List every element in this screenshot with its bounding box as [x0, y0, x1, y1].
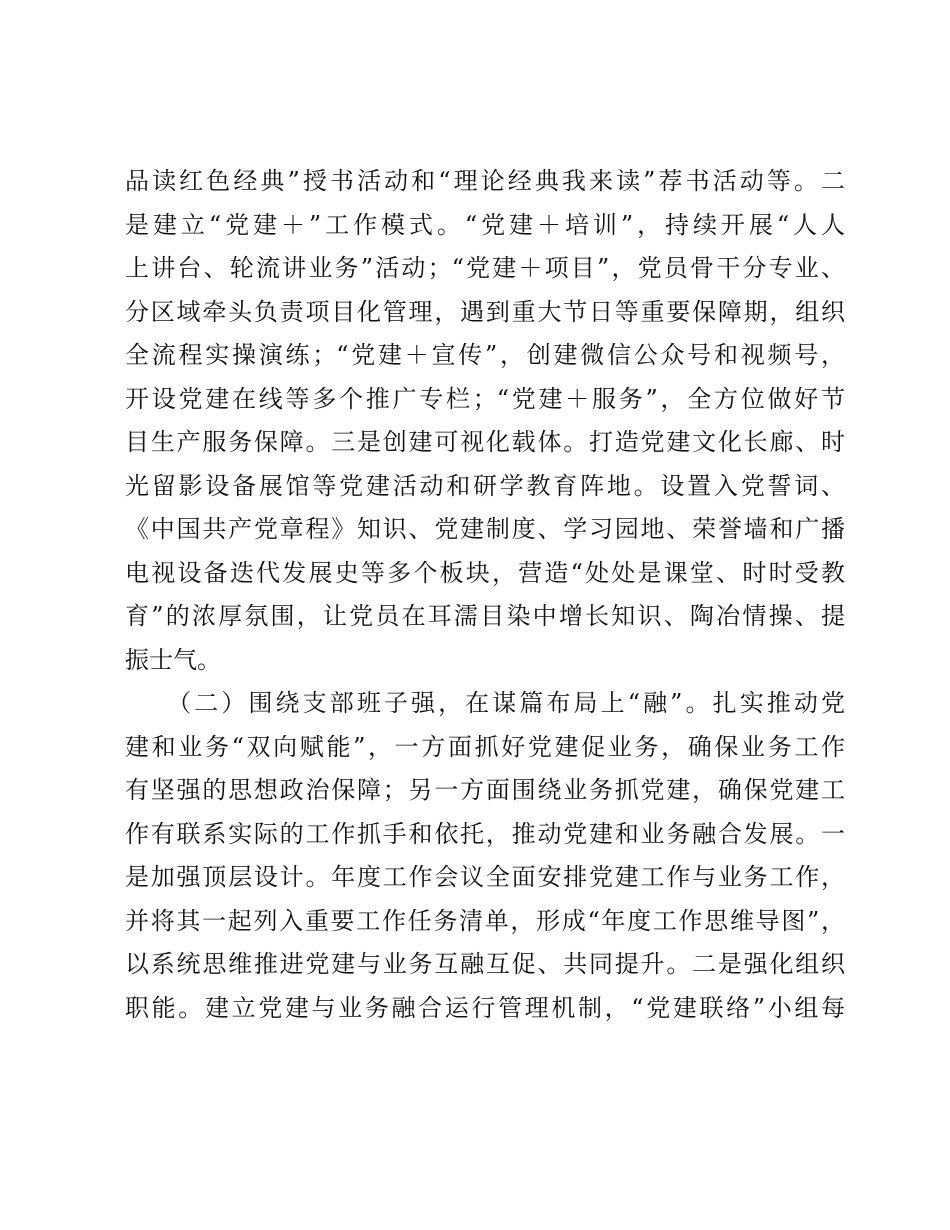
text-line: 全流程实操演练；“党建＋宣传”，创建微信公众号和视频号，: [125, 341, 845, 369]
paragraph-2: [125, 682, 845, 1030]
text-line: 分区域牵头负责项目化管理，遇到重大节日等重要保障期，组织: [125, 297, 845, 326]
text-line: 以系统思维推进党建与业务互融互促、共同提升。二是强化组织: [125, 950, 845, 978]
text-line: 目生产服务保障。三是创建可视化载体。打造党建文化长廊、时: [125, 428, 845, 456]
text-line: 是加强顶层设计。年度工作会议全面安排党建工作与业务工作，: [125, 863, 845, 891]
text-line: 振士气。: [125, 645, 221, 674]
text-line: 有坚强的思想政治保障；另一方面围绕业务抓党建，确保党建工: [125, 776, 845, 804]
paragraph-1: [125, 160, 845, 682]
text-line: 光留影设备展馆等党建活动和研学教育阵地。设置入党誓词、: [125, 471, 845, 500]
text-line: 作有联系实际的工作抓手和依托，推动党建和业务融合发展。一: [125, 819, 845, 848]
text-line: 职能。建立党建与业务融合运行管理机制，“党建联络”小组每: [125, 993, 845, 1022]
text-line: 品读红色经典”授书活动和“理论经典我来读”荐书活动等。二: [125, 167, 845, 195]
text-line: 是建立“党建＋”工作模式。“党建＋培训”，持续开展“人人: [125, 210, 845, 239]
text-line: 《中国共产党章程》知识、党建制度、学习园地、荣誉墙和广播: [125, 515, 845, 543]
text-line: 育”的浓厚氛围，让党员在耳濡目染中增长知识、陶冶情操、提: [125, 602, 845, 630]
text-line: 并将其一起列入重要工作任务清单，形成“年度工作思维导图”，: [125, 906, 845, 935]
section-heading-line: （二）围绕支部班子强，在谋篇布局上“融”。扎实推动党: [125, 689, 845, 717]
text-line: 开设党建在线等多个推广专栏；“党建＋服务”，全方位做好节: [125, 384, 845, 413]
text-line: 电视设备迭代发展史等多个板块，营造“处处是课堂、时时受教: [125, 558, 845, 587]
text-line: 上讲台、轮流讲业务”活动；“党建＋项目”，党员骨干分专业、: [125, 254, 845, 282]
body-text: [125, 160, 845, 1030]
text-line: 建和业务“双向赋能”，一方面抓好党建促业务，确保业务工作: [125, 732, 845, 761]
